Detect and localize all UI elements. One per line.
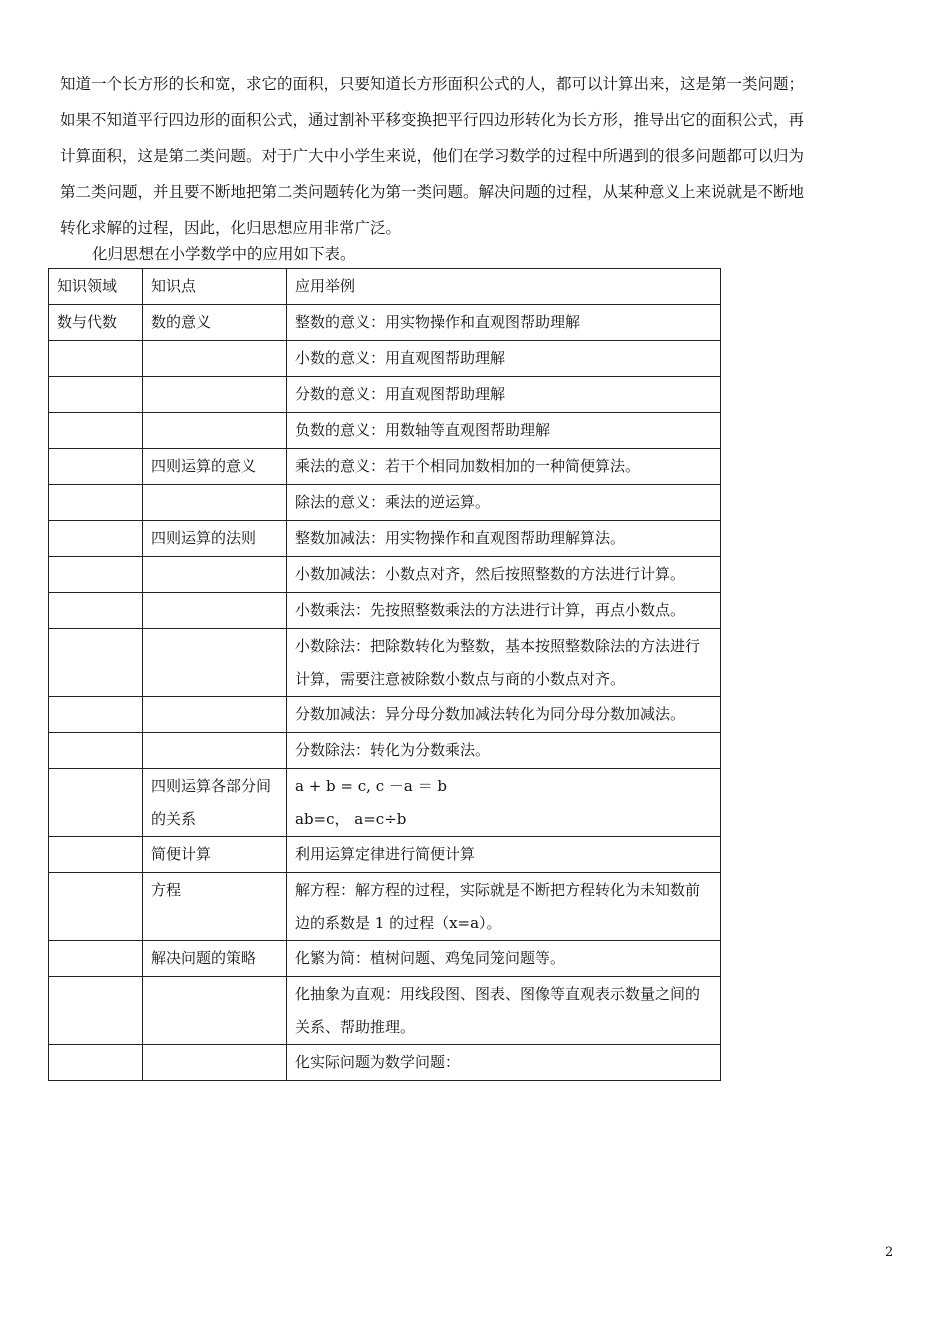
cell-example: 化抽象为直观：用线段图、图表、图像等直观表示数量之间的关系、帮助推理。 — [287, 977, 721, 1045]
cell-domain — [49, 977, 143, 1045]
table-row — [49, 733, 721, 769]
cell-domain — [49, 629, 143, 697]
table-row — [49, 413, 721, 449]
body-paragraph — [60, 66, 898, 246]
cell-knowledge-point — [143, 733, 287, 769]
table-row — [49, 941, 721, 977]
cell-example: 分数的意义：用直观图帮助理解 — [287, 377, 721, 413]
cell-example: a + b = c, c －a ＝ b ab=c， a=c÷b — [287, 769, 721, 837]
header-example: 应用举例 — [287, 269, 721, 305]
cell-domain — [49, 733, 143, 769]
cell-example: 小数除法：把除数转化为整数，基本按照整数除法的方法进行计算，需要注意被除数小数点与商的小数点对齐。 — [287, 629, 721, 697]
cell-domain — [49, 377, 143, 413]
cell-knowledge-point — [143, 557, 287, 593]
table-row — [49, 629, 721, 697]
table-row — [49, 305, 721, 341]
table-row — [49, 377, 721, 413]
cell-knowledge-point — [143, 485, 287, 521]
paragraph-line: 计算面积，这是第二类问题。对于广大中小学生来说，他们在学习数学的过程中所遇到的很多问题都可以归为 — [60, 147, 805, 165]
page-number: 2 — [885, 1245, 894, 1260]
table-row — [49, 1045, 721, 1081]
cell-knowledge-point: 四则运算的法则 — [143, 521, 287, 557]
table-row — [49, 769, 721, 837]
cell-domain — [49, 557, 143, 593]
cell-domain — [49, 413, 143, 449]
table-row — [49, 837, 721, 873]
cell-knowledge-point: 四则运算各部分间的关系 — [143, 769, 287, 837]
cell-domain — [49, 1045, 143, 1081]
cell-knowledge-point — [143, 341, 287, 377]
cell-domain — [49, 941, 143, 977]
cell-domain — [49, 521, 143, 557]
cell-example: 化实际问题为数学问题： — [287, 1045, 721, 1081]
cell-knowledge-point: 数的意义 — [143, 305, 287, 341]
table-row — [49, 697, 721, 733]
cell-domain — [49, 485, 143, 521]
cell-domain — [49, 341, 143, 377]
cell-knowledge-point — [143, 697, 287, 733]
cell-example: 利用运算定律进行简便计算 — [287, 837, 721, 873]
table-row — [49, 485, 721, 521]
application-table — [48, 268, 721, 1081]
cell-example: 整数加减法：用实物操作和直观图帮助理解算法。 — [287, 521, 721, 557]
cell-knowledge-point: 解决问题的策略 — [143, 941, 287, 977]
table-row — [49, 449, 721, 485]
cell-example: 整数的意义：用实物操作和直观图帮助理解 — [287, 305, 721, 341]
cell-domain — [49, 449, 143, 485]
cell-example: 除法的意义：乘法的逆运算。 — [287, 485, 721, 521]
cell-example: 负数的意义：用数轴等直观图帮助理解 — [287, 413, 721, 449]
cell-knowledge-point — [143, 1045, 287, 1081]
paragraph-line: 知道一个长方形的长和宽，求它的面积，只要知道长方形面积公式的人，都可以计算出来，这是第一类问题； — [60, 75, 805, 93]
cell-knowledge-point: 四则运算的意义 — [143, 449, 287, 485]
table-row — [49, 521, 721, 557]
cell-knowledge-point — [143, 593, 287, 629]
table-row — [49, 593, 721, 629]
cell-example: 小数的意义：用直观图帮助理解 — [287, 341, 721, 377]
cell-knowledge-point — [143, 977, 287, 1045]
table-row — [49, 557, 721, 593]
cell-domain — [49, 697, 143, 733]
header-knowledge-point: 知识点 — [143, 269, 287, 305]
table-body — [49, 305, 721, 1081]
table-row — [49, 977, 721, 1045]
cell-domain — [49, 837, 143, 873]
cell-knowledge-point: 方程 — [143, 873, 287, 941]
cell-domain — [49, 769, 143, 837]
table-header-row — [49, 269, 721, 305]
cell-example: 小数加减法：小数点对齐，然后按照整数的方法进行计算。 — [287, 557, 721, 593]
cell-knowledge-point — [143, 629, 287, 697]
paragraph-line: 转化求解的过程，因此，化归思想应用非常广泛。 — [60, 219, 402, 237]
header-domain: 知识领域 — [49, 269, 143, 305]
cell-example: 化繁为简：植树问题、鸡兔同笼问题等。 — [287, 941, 721, 977]
cell-knowledge-point: 简便计算 — [143, 837, 287, 873]
table-row — [49, 341, 721, 377]
paragraph-line: 第二类问题，并且要不断地把第二类问题转化为第一类问题。解决问题的过程，从某种意义上来说就是不断地 — [60, 183, 805, 201]
cell-example: 分数加减法：异分母分数加减法转化为同分母分数加减法。 — [287, 697, 721, 733]
table-row — [49, 873, 721, 941]
cell-domain: 数与代数 — [49, 305, 143, 341]
table-intro: 化归思想在小学数学中的应用如下表。 — [92, 245, 356, 263]
paragraph-line: 如果不知道平行四边形的面积公式，通过割补平移变换把平行四边形转化为长方形，推导出它的面积公式，再 — [60, 111, 805, 129]
cell-domain — [49, 873, 143, 941]
cell-example: 乘法的意义：若干个相同加数相加的一种简便算法。 — [287, 449, 721, 485]
cell-knowledge-point — [143, 413, 287, 449]
cell-example: 小数乘法：先按照整数乘法的方法进行计算，再点小数点。 — [287, 593, 721, 629]
cell-domain — [49, 593, 143, 629]
cell-knowledge-point — [143, 377, 287, 413]
cell-example: 解方程：解方程的过程，实际就是不断把方程转化为未知数前边的系数是 1 的过程（x=a）。 — [287, 873, 721, 941]
cell-example: 分数除法：转化为分数乘法。 — [287, 733, 721, 769]
